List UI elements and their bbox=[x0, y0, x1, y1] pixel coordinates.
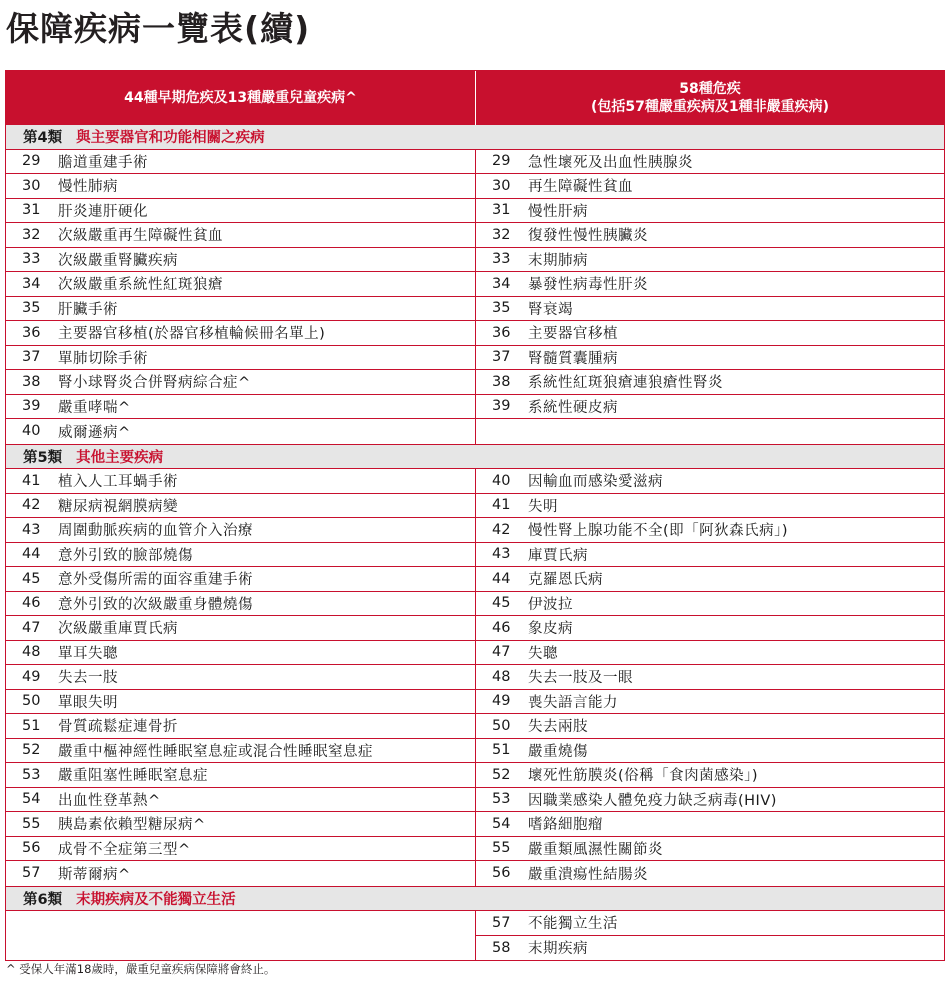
illness-name: 單耳失聰 bbox=[58, 645, 118, 662]
illness-row bbox=[6, 518, 475, 543]
illness-row bbox=[6, 665, 475, 690]
illness-name: 腎髓質囊腫病 bbox=[528, 350, 618, 367]
illness-name: 暴發性病毒性肝炎 bbox=[528, 277, 648, 294]
illness-number: 49 bbox=[492, 693, 511, 710]
illness-number: 31 bbox=[22, 202, 41, 219]
header-early-stage-label: 44種早期危疾及13種嚴重兒童疾病^ bbox=[124, 90, 357, 106]
illness-number: 57 bbox=[492, 914, 511, 931]
illness-name: 威爾遜病^ bbox=[58, 424, 131, 441]
illness-row bbox=[6, 567, 475, 592]
illness-row bbox=[6, 469, 475, 494]
illness-row bbox=[6, 223, 475, 248]
illness-name: 末期肺病 bbox=[528, 252, 588, 269]
illness-name: 主要器官移植(於器官移植輪候冊名單上) bbox=[58, 326, 326, 343]
illness-row bbox=[476, 861, 944, 886]
empty-cell bbox=[6, 911, 475, 936]
illness-name: 周圍動脈疾病的血管介入治療 bbox=[58, 523, 253, 540]
page-title: 保障疾病一覽表(續) bbox=[6, 9, 311, 48]
illness-name: 斯蒂爾病^ bbox=[58, 866, 131, 883]
illness-row bbox=[476, 346, 944, 371]
illness-name: 再生障礙性貧血 bbox=[528, 179, 633, 196]
illness-name: 因輸血而感染愛滋病 bbox=[528, 474, 663, 491]
illness-row bbox=[6, 543, 475, 568]
category-rows bbox=[6, 469, 944, 887]
illness-name: 嚴重阻塞性睡眠窒息症 bbox=[58, 768, 208, 785]
illness-name: 慢性肺病 bbox=[58, 179, 118, 196]
table-body bbox=[6, 125, 944, 960]
illness-row bbox=[476, 936, 944, 961]
header-critical-illness bbox=[475, 71, 944, 125]
illness-row bbox=[6, 837, 475, 862]
illness-name: 肝炎連肝硬化 bbox=[58, 203, 148, 220]
illness-number: 44 bbox=[22, 546, 41, 563]
category-rows bbox=[6, 150, 944, 445]
illness-name: 出血性登革熱^ bbox=[58, 792, 161, 809]
illness-row bbox=[476, 641, 944, 666]
illness-name: 嚴重燒傷 bbox=[528, 743, 588, 760]
illness-number: 32 bbox=[492, 226, 511, 243]
illness-row bbox=[6, 174, 475, 199]
illness-number: 55 bbox=[22, 815, 41, 832]
category-name: 末期疾病及不能獨立生活 bbox=[76, 891, 236, 908]
illness-row bbox=[476, 395, 944, 420]
illness-row bbox=[476, 911, 944, 936]
illness-row bbox=[6, 714, 475, 739]
illness-name: 次級嚴重腎臟疾病 bbox=[58, 252, 178, 269]
illness-row bbox=[6, 272, 475, 297]
illness-number: 56 bbox=[22, 840, 41, 857]
illness-row bbox=[476, 616, 944, 641]
illness-number: 53 bbox=[492, 791, 511, 808]
illness-number: 38 bbox=[492, 373, 511, 390]
illness-number: 40 bbox=[492, 472, 511, 489]
illness-row bbox=[6, 199, 475, 224]
illness-number: 35 bbox=[492, 300, 511, 317]
illness-number: 52 bbox=[492, 766, 511, 783]
illness-name: 腎小球腎炎合併腎病綜合症^ bbox=[58, 375, 251, 392]
illness-name: 不能獨立生活 bbox=[528, 916, 618, 933]
illness-name: 嗜鉻細胞瘤 bbox=[528, 817, 603, 834]
illness-name: 失去一肢及一眼 bbox=[528, 670, 633, 687]
illness-name: 肝臟手術 bbox=[58, 301, 118, 318]
illness-number: 57 bbox=[22, 865, 41, 882]
illness-number: 36 bbox=[22, 324, 41, 341]
illness-name: 成骨不全症第三型^ bbox=[58, 841, 191, 858]
illness-row bbox=[476, 739, 944, 764]
illness-name: 嚴重潰瘍性結腸炎 bbox=[528, 866, 648, 883]
illness-name: 意外受傷所需的面容重建手術 bbox=[58, 572, 253, 589]
illness-row bbox=[6, 419, 475, 444]
illness-row bbox=[476, 223, 944, 248]
illness-number: 43 bbox=[492, 546, 511, 563]
illness-number: 53 bbox=[22, 766, 41, 783]
illness-name: 系統性紅斑狼瘡連狼瘡性腎炎 bbox=[528, 375, 723, 392]
illness-row bbox=[476, 248, 944, 273]
category-number: 第6類 bbox=[23, 891, 63, 908]
illness-name: 失去一肢 bbox=[58, 670, 118, 687]
illness-name: 系統性硬皮病 bbox=[528, 399, 618, 416]
illness-row bbox=[6, 739, 475, 764]
illness-number: 29 bbox=[22, 153, 41, 170]
illness-number: 30 bbox=[22, 177, 41, 194]
illness-name: 復發性慢性胰臟炎 bbox=[528, 228, 648, 245]
illness-row bbox=[6, 592, 475, 617]
illness-name: 慢性肝病 bbox=[528, 203, 588, 220]
illness-number: 45 bbox=[492, 595, 511, 612]
illness-name: 骨質疏鬆症連骨折 bbox=[58, 719, 178, 736]
illness-number: 47 bbox=[22, 619, 41, 636]
illness-name: 克羅恩氏病 bbox=[528, 572, 603, 589]
illness-row bbox=[476, 272, 944, 297]
illness-number: 34 bbox=[492, 275, 511, 292]
illness-number: 55 bbox=[492, 840, 511, 857]
illness-row bbox=[6, 395, 475, 420]
illness-number: 49 bbox=[22, 668, 41, 685]
illness-number: 33 bbox=[22, 251, 41, 268]
illness-row bbox=[476, 297, 944, 322]
illness-name: 庫賈氏病 bbox=[528, 547, 588, 564]
illness-number: 56 bbox=[492, 865, 511, 882]
illness-row bbox=[476, 543, 944, 568]
illness-name: 植入人工耳蝸手術 bbox=[58, 474, 178, 491]
illness-row bbox=[476, 812, 944, 837]
illness-row bbox=[6, 370, 475, 395]
illness-row bbox=[476, 837, 944, 862]
illness-row bbox=[476, 199, 944, 224]
early-stage-column bbox=[6, 911, 475, 960]
illness-number: 52 bbox=[22, 742, 41, 759]
illness-name: 象皮病 bbox=[528, 621, 573, 638]
illness-row bbox=[476, 469, 944, 494]
category-rows bbox=[6, 911, 944, 960]
illness-row bbox=[476, 174, 944, 199]
illness-number: 41 bbox=[22, 472, 41, 489]
illness-name: 嚴重類風濕性關節炎 bbox=[528, 841, 663, 858]
illness-name: 末期疾病 bbox=[528, 941, 588, 958]
illness-row bbox=[6, 346, 475, 371]
illness-row bbox=[476, 665, 944, 690]
illness-name: 胰島素依賴型糖尿病^ bbox=[58, 817, 206, 834]
illness-number: 48 bbox=[492, 668, 511, 685]
category-header bbox=[6, 125, 944, 150]
illness-row bbox=[6, 861, 475, 886]
illness-name: 意外引致的臉部燒傷 bbox=[58, 547, 193, 564]
illness-row bbox=[6, 321, 475, 346]
illness-number: 37 bbox=[22, 349, 41, 366]
illness-number: 31 bbox=[492, 202, 511, 219]
category-header bbox=[6, 887, 944, 912]
illness-row bbox=[476, 150, 944, 175]
illness-name: 次級嚴重系統性紅斑狼瘡 bbox=[58, 277, 223, 294]
illness-row bbox=[6, 297, 475, 322]
coverage-table bbox=[5, 70, 945, 961]
category-number: 第5類 bbox=[23, 449, 63, 466]
illness-number: 47 bbox=[492, 644, 511, 661]
illness-name: 單眼失明 bbox=[58, 694, 118, 711]
early-stage-column bbox=[6, 150, 475, 444]
critical-illness-column bbox=[475, 150, 944, 444]
illness-row bbox=[476, 592, 944, 617]
illness-row bbox=[6, 763, 475, 788]
footnote: ^ 受保人年滿18歲時，嚴重兒童疾病保障將會終止。 bbox=[6, 962, 276, 976]
illness-number: 42 bbox=[492, 521, 511, 538]
illness-number: 34 bbox=[22, 275, 41, 292]
header-critical-illness-line2: (包括57種嚴重疾病及1種非嚴重疾病) bbox=[590, 99, 830, 115]
illness-number: 51 bbox=[492, 742, 511, 759]
table-header bbox=[6, 71, 944, 125]
illness-number: 40 bbox=[22, 423, 41, 440]
illness-row bbox=[476, 518, 944, 543]
illness-row bbox=[6, 812, 475, 837]
illness-row bbox=[476, 370, 944, 395]
illness-number: 41 bbox=[492, 497, 511, 514]
illness-name: 壞死性筋膜炎(俗稱「食肉菌感染」) bbox=[528, 768, 759, 785]
critical-illness-column bbox=[475, 911, 944, 960]
illness-number: 46 bbox=[492, 619, 511, 636]
illness-number: 38 bbox=[22, 373, 41, 390]
critical-illness-column bbox=[475, 469, 944, 886]
illness-name: 單肺切除手術 bbox=[58, 350, 148, 367]
illness-number: 42 bbox=[22, 497, 41, 514]
illness-row bbox=[476, 321, 944, 346]
illness-row bbox=[476, 494, 944, 519]
illness-row bbox=[6, 494, 475, 519]
illness-number: 45 bbox=[22, 570, 41, 587]
category-name: 與主要器官和功能相關之疾病 bbox=[76, 130, 265, 147]
category-name: 其他主要疾病 bbox=[76, 449, 164, 466]
illness-number: 39 bbox=[492, 398, 511, 415]
illness-number: 51 bbox=[22, 717, 41, 734]
illness-number: 33 bbox=[492, 251, 511, 268]
illness-name: 嚴重哮喘^ bbox=[58, 399, 131, 416]
illness-name: 主要器官移植 bbox=[528, 326, 618, 343]
illness-number: 37 bbox=[492, 349, 511, 366]
illness-name: 失明 bbox=[528, 498, 558, 515]
illness-number: 54 bbox=[492, 815, 511, 832]
illness-number: 43 bbox=[22, 521, 41, 538]
illness-name: 次級嚴重庫賈氏病 bbox=[58, 621, 178, 638]
illness-name: 急性壞死及出血性胰腺炎 bbox=[528, 154, 693, 171]
illness-row bbox=[6, 248, 475, 273]
illness-name: 伊波拉 bbox=[528, 596, 573, 613]
illness-number: 48 bbox=[22, 644, 41, 661]
illness-row bbox=[6, 641, 475, 666]
illness-row bbox=[6, 788, 475, 813]
illness-row bbox=[476, 567, 944, 592]
illness-number: 54 bbox=[22, 791, 41, 808]
illness-name: 喪失語言能力 bbox=[528, 694, 618, 711]
header-early-stage bbox=[6, 71, 475, 125]
illness-number: 39 bbox=[22, 398, 41, 415]
illness-number: 50 bbox=[22, 693, 41, 710]
illness-row bbox=[6, 150, 475, 175]
illness-number: 29 bbox=[492, 153, 511, 170]
illness-name: 慢性腎上腺功能不全(即「阿狄森氏病」) bbox=[528, 523, 789, 540]
illness-name: 腎衰竭 bbox=[528, 301, 573, 318]
illness-number: 32 bbox=[22, 226, 41, 243]
illness-row bbox=[476, 788, 944, 813]
illness-name: 次級嚴重再生障礙性貧血 bbox=[58, 228, 223, 245]
illness-row bbox=[6, 616, 475, 641]
illness-number: 36 bbox=[492, 324, 511, 341]
early-stage-column bbox=[6, 469, 475, 886]
illness-name: 糖尿病視網膜病變 bbox=[58, 498, 178, 515]
illness-row bbox=[476, 763, 944, 788]
illness-name: 意外引致的次級嚴重身體燒傷 bbox=[58, 596, 253, 613]
illness-name: 失去兩肢 bbox=[528, 719, 588, 736]
illness-row bbox=[6, 690, 475, 715]
illness-number: 44 bbox=[492, 570, 511, 587]
illness-number: 50 bbox=[492, 717, 511, 734]
illness-name: 膽道重建手術 bbox=[58, 154, 148, 171]
category-header bbox=[6, 445, 944, 470]
category-number: 第4類 bbox=[23, 130, 63, 147]
illness-name: 失聰 bbox=[528, 645, 558, 662]
illness-row bbox=[476, 690, 944, 715]
illness-number: 46 bbox=[22, 595, 41, 612]
illness-number: 35 bbox=[22, 300, 41, 317]
illness-name: 嚴重中樞神經性睡眠窒息症或混合性睡眠窒息症 bbox=[58, 743, 373, 760]
illness-number: 58 bbox=[492, 939, 511, 956]
illness-name: 因職業感染人體免疫力缺乏病毒(HIV) bbox=[528, 792, 777, 809]
header-critical-illness-line1: 58種危疾 bbox=[679, 81, 741, 97]
illness-number: 30 bbox=[492, 177, 511, 194]
illness-row bbox=[476, 714, 944, 739]
